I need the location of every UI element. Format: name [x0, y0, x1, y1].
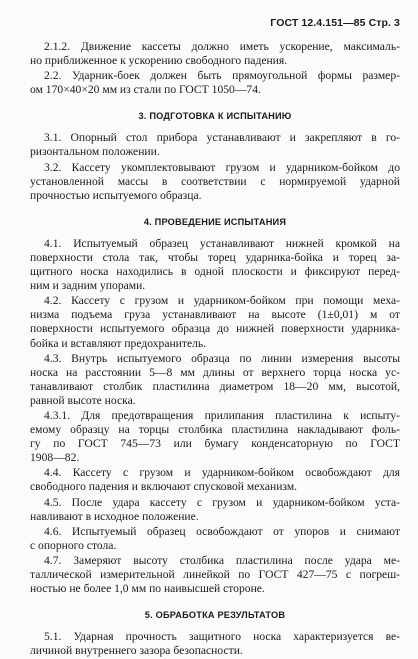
section-heading: 3. ПОДГОТОВКА К ИСПЫТАНИЮ — [138, 111, 292, 122]
page-header: ГОСТ 12.4.151—85 Стр. 3 — [270, 17, 400, 29]
paragraph — [30, 131, 400, 159]
text-line: 4.6. Испытуемый образец освобождают от упоров и снимают — [44, 524, 400, 538]
text-line: установленной массы в соответствии с нормируемой ударной — [30, 174, 400, 188]
text-line: 4.3.1. Для предотвращения прилипания пластилина к испыту- — [44, 408, 400, 422]
paragraph — [30, 496, 400, 524]
text-line: 1908—82. — [30, 451, 80, 465]
text-line: ризонтальном положении. — [30, 145, 160, 159]
document-body — [30, 40, 400, 659]
paragraph — [30, 69, 400, 97]
text-line: 4.2. Кассету с грузом и ударником-бойком при помощи меха- — [44, 294, 400, 308]
text-line: 3.2. Кассету укомплектовывают грузом и ударником-бойком до — [44, 160, 400, 174]
text-line: 3.1. Опорный стол прибора устанавливают и закрепляют в го- — [44, 131, 400, 145]
paragraph — [30, 630, 400, 658]
text-line: ностью не более 1,0 мм по наивысшей стороне. — [30, 582, 265, 596]
paragraph — [30, 237, 400, 293]
text-line: но приближенное к ускорению свободного падения. — [30, 54, 288, 68]
text-line: 4.7. Замеряют высоту столбика пластилина после удара ме- — [44, 553, 400, 567]
text-line: низма подъема груза устанавливают на высоте (1±0,01) м от — [30, 308, 400, 322]
paragraph — [30, 409, 400, 465]
text-line: прочностью испытуемого образца. — [30, 188, 202, 202]
paragraph — [30, 161, 400, 203]
paragraph — [30, 294, 400, 350]
text-line: с опорного стола. — [30, 538, 117, 552]
text-line: личиной внутреннего зазора безопасности. — [30, 644, 243, 658]
text-line: 2.1.2. Движение кассеты должно иметь ускорение, максималь- — [44, 40, 400, 53]
text-line: бойка и вставляют предохранитель. — [30, 336, 207, 350]
text-line: навливают в исходное положение. — [30, 509, 199, 523]
text-line: гу по ГОСТ 745—73 или бумагу конденсаторную по ГОСТ — [30, 437, 400, 451]
text-line: поверхности стола так, чтобы торец ударника-бойка и торец за- — [30, 250, 400, 264]
text-line: 5.1. Ударная прочность защитного носка характеризуется ве- — [44, 630, 400, 644]
text-line: 4.4. Кассету с грузом и ударником-бойком освобождают для — [44, 466, 400, 480]
text-line: равной высоте носка. — [30, 393, 136, 407]
text-line: поверхности испытуемого образца до нижней поверхности ударника- — [30, 322, 400, 336]
paragraph — [30, 352, 400, 408]
section-heading: 4. ПРОВЕДЕНИЕ ИСПЫТАНИЯ — [143, 216, 287, 227]
section-heading: 5. ОБРАБОТКА РЕЗУЛЬТАТОВ — [144, 610, 286, 621]
text-line: 2.2. Ударник-боек должен быть прямоугольной формы размер- — [44, 69, 400, 83]
paragraph — [30, 525, 400, 553]
text-line: танавливают столбик пластилина диаметром 18—20 мм, высотой, — [30, 379, 400, 393]
text-line: емому образцу на торцы столбика пластилина накладывают фоль- — [30, 423, 400, 437]
text-line: щитного носка находились в одной плоскости и фиксируют перед- — [30, 265, 400, 279]
text-line: таллической измерительной линейкой по ГОСТ 427—75 с погреш- — [30, 568, 400, 581]
paragraph — [30, 554, 400, 596]
paragraph — [30, 466, 400, 494]
paragraph — [30, 40, 400, 68]
text-line: 4.3. Внутрь испытуемого образца по линии измерения высоты — [44, 351, 400, 365]
text-line: ом 170×40×20 мм из стали по ГОСТ 1050—74. — [30, 83, 261, 97]
text-line: свободного падения и включают спусковой механизм. — [30, 480, 298, 494]
text-line: носка на расстоянии 5—8 мм длины от верхнего торца носка ус- — [30, 365, 400, 379]
text-line: 4.5. После удара кассету с грузом и ударником-бойком уста- — [44, 495, 400, 509]
text-line: ним и задним упорами. — [30, 279, 146, 293]
text-line: 4.1. Испытуемый образец устанавливают нижней кромкой на — [44, 236, 400, 250]
